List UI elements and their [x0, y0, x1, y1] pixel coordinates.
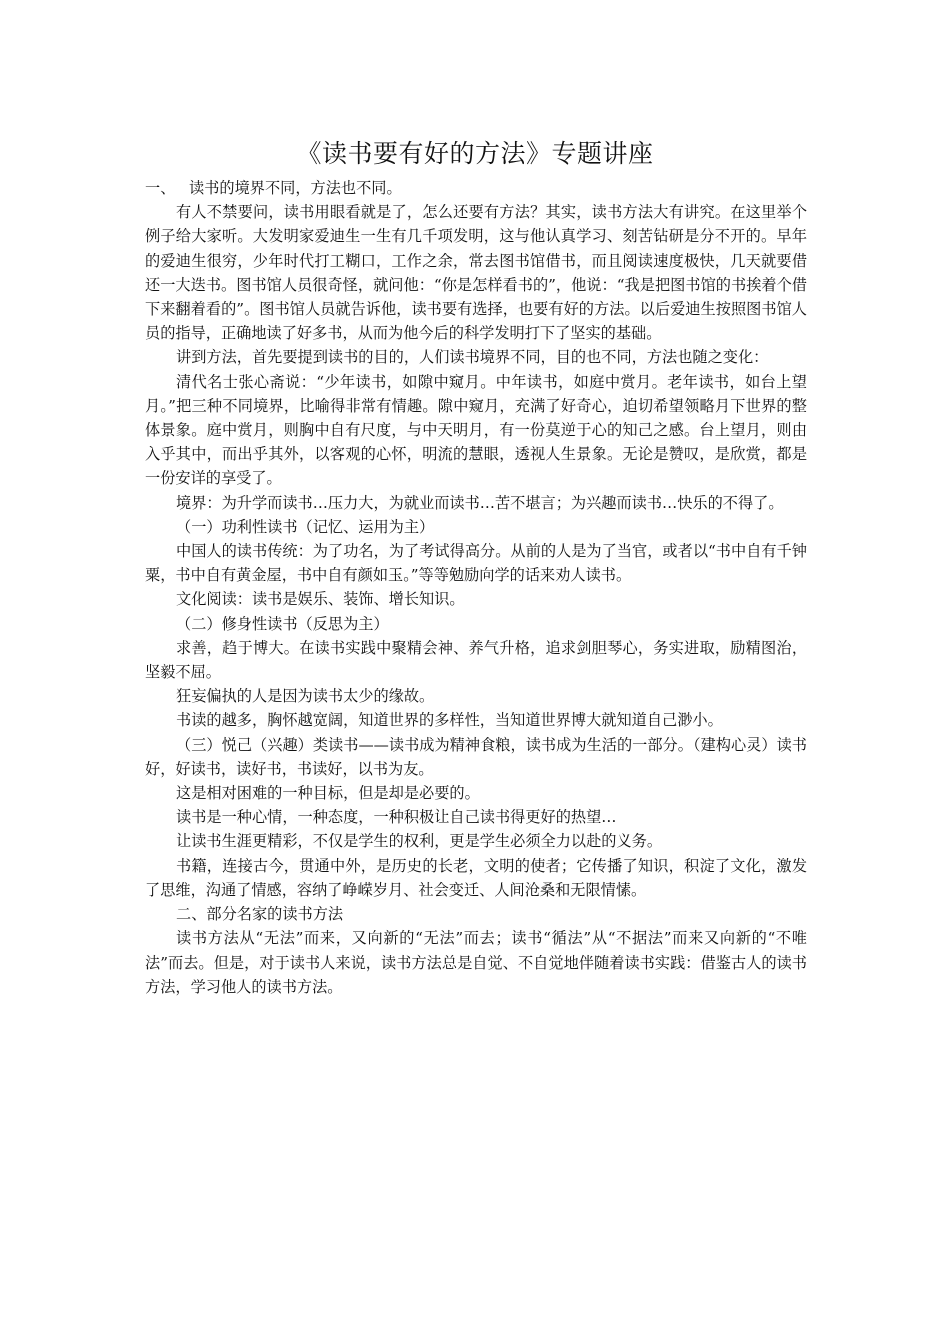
paragraph: 让读书生涯更精彩，不仅是学生的权利，更是学生必须全力以赴的义务。 [176, 832, 662, 851]
paragraph: 境界：为升学而读书…压力大，为就业而读书…苦不堪言；为兴趣而读书…快乐的不得了。 [176, 493, 784, 512]
paragraph: 读书是一种心情，一种态度，一种积极让自己读书得更好的热望… [176, 808, 617, 827]
document-body [145, 176, 807, 999]
section-title: 读书的境界不同，方法也不同。 [189, 179, 402, 197]
subheading: （三）悦己（兴趣）类读书——读书成为精神食粮，读书成为生活的一部分。（建构心灵）读书好，好读书，读好书，书读好，以书为友。 [145, 735, 807, 778]
paragraph: 文化阅读：读书是娱乐、装饰、增长知识。 [176, 590, 465, 609]
section-number: 一、 [145, 179, 176, 197]
page-title: 《读书要有好的方法》专题讲座 [296, 139, 654, 168]
paragraph: 中国人的读书传统：为了功名，为了考试得高分。从前的人是为了当官，或者以“书中自有千钟粟，书中自有黄金屋，书中自有颜如玉。”等等勉励向学的话来劝人读书。 [145, 542, 807, 585]
paragraph: 狂妄偏执的人是因为读书太少的缘故。 [176, 687, 435, 706]
paragraph: 读书方法从“无法”而来，又向新的“无法”而去；读书“循法”从“不据法”而来又向新的“不唯法”而去。但是，对于读书人来说，读书方法总是自觉、不自觉地伴随着读书实践：借鉴古人的读书方法，学习他人的读书方法。 [145, 929, 807, 996]
paragraph: 书籍，连接古今，贯通中外，是历史的长老，文明的使者；它传播了知识，积淀了文化，激发了思维，沟通了情感，容纳了峥嵘岁月、社会变迁、人间沧桑和无限情愫。 [145, 856, 807, 899]
paragraph: 书读的越多，胸怀越宽阔，知道世界的多样性，当知道世界博大就知道自己渺小。 [176, 711, 723, 730]
paragraph: 讲到方法，首先要提到读书的目的，人们读书境界不同，目的也不同，方法也随之变化： [176, 348, 769, 367]
section-heading-one [145, 176, 807, 200]
paragraph: 这是相对困难的一种目标，但是却是必要的。 [176, 784, 480, 803]
paragraph: 清代名士张心斋说：“少年读书，如隙中窥月。中年读书，如庭中赏月。老年读书，如台上望月。”把三种不同境界，比喻得非常有情趣。隙中窥月，充满了好奇心，迫切希望领略月下世界的整体景象。庭中赏月，则胸中自有尺度，与中天明月，有一份莫逆于心的知己之感。台上望月，则由入乎其中，而出乎其外，以客观的心怀，明流的慧眼，透视人生景象。无论是赞叹，是欣赏，都是一份安详的享受了。 [145, 372, 807, 488]
paragraph: 求善，趋于博大。在读书实践中聚精会神、养气升格，追求剑胆琴心，务实进取，励精图治，坚毅不屈。 [145, 638, 807, 682]
section-heading-two: 二、部分名家的读书方法 [176, 905, 344, 924]
subheading: （二）修身性读书（反思为主） [176, 614, 389, 633]
subheading: （一）功利性读书（记忆、运用为主） [176, 517, 435, 536]
paragraph: 有人不禁要问，读书用眼看就是了，怎么还要有方法？其实，读书方法大有讲究。在这里举个例子给大家听。大发明家爱迪生一生有几千项发明，这与他认真学习、刻苦钻研是分不开的。早年的爱迪生很穷，少年时代打工糊口，工作之余，常去图书馆借书，而且阅读速度极快，几天就要借还一大迭书。图书馆人员很奇怪，就问他：“你是怎样看书的”，他说：“我是把图书馆的书挨着个借下来翻着看的”。图书馆人员就告诉他，读书要有选择，也要有好的方法。以后爱迪生按照图书馆人员的指导，正确地读了好多书，从而为他今后的科学发明打下了坚实的基础。 [145, 203, 807, 343]
